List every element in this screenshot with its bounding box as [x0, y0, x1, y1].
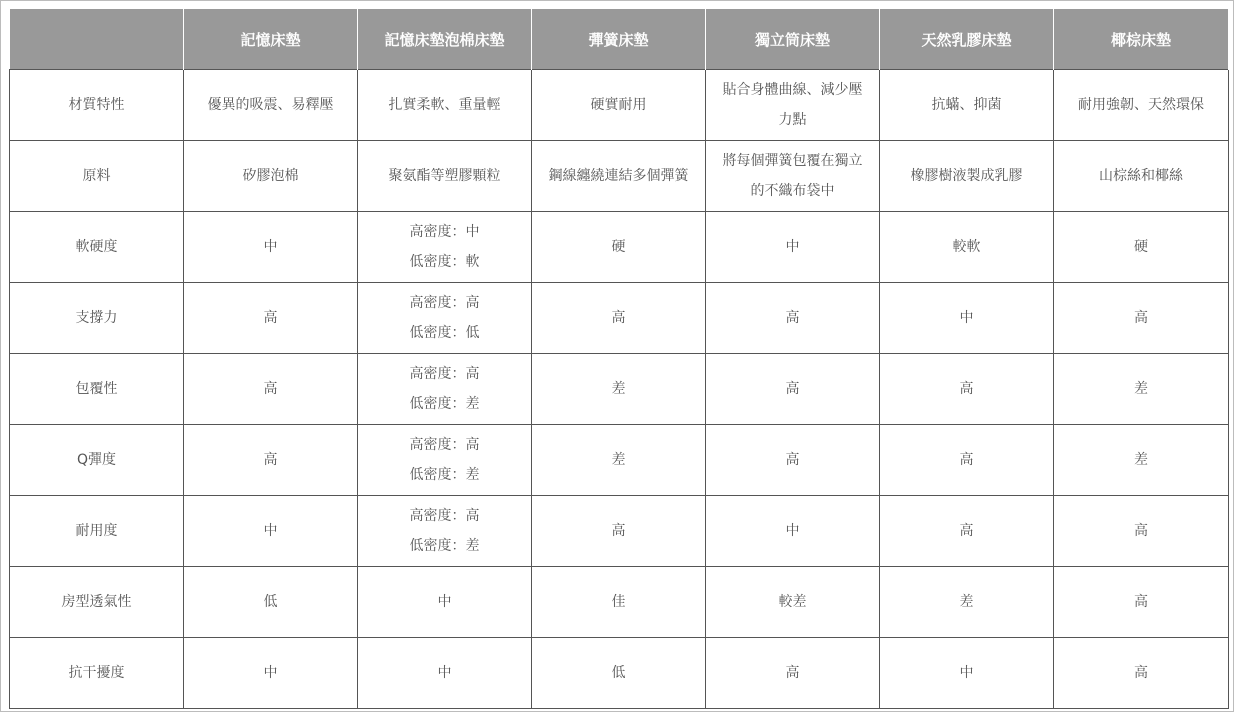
cell-text: 鋼線纏繞連結多個彈簧	[548, 168, 689, 184]
table-row	[10, 141, 1229, 212]
table-cell	[1054, 425, 1229, 496]
table-cell	[1054, 567, 1229, 638]
cell-text: 矽膠泡棉	[242, 168, 299, 184]
cell-text: 將每個彈簧包覆在獨立	[722, 153, 863, 169]
cell-text: 高	[785, 665, 800, 681]
cell-text: 中	[959, 310, 974, 326]
cell-text: 高密度：中	[409, 224, 480, 240]
table-cell	[1054, 496, 1229, 567]
table-cell	[706, 141, 880, 212]
table-row	[10, 212, 1229, 283]
table-cell	[358, 567, 532, 638]
cell-text: 差	[611, 452, 626, 468]
table-row	[10, 425, 1229, 496]
cell-text: 低密度：低	[409, 325, 480, 341]
row-label: 包覆性	[10, 354, 184, 425]
cell-text: 中	[263, 665, 278, 681]
cell-text: 中	[437, 665, 452, 681]
table-cell	[532, 283, 706, 354]
table-cell	[184, 567, 358, 638]
table-cell	[706, 496, 880, 567]
header-cell-memory-foam-sponge: 記憶床墊泡棉床墊	[358, 9, 532, 70]
cell-text: 高	[785, 310, 800, 326]
cell-text: 高	[959, 452, 974, 468]
cell-text: 硬	[611, 239, 626, 255]
table-cell	[184, 425, 358, 496]
cell-text: 高密度：高	[409, 508, 480, 524]
table-row	[10, 283, 1229, 354]
table-cell	[358, 354, 532, 425]
cell-text: 高	[1134, 523, 1148, 539]
cell-text: 聚氨酯等塑膠顆粒	[388, 168, 501, 184]
cell-text: 高	[263, 381, 278, 397]
table-cell	[358, 425, 532, 496]
cell-text: 低密度：差	[409, 538, 480, 554]
cell-text: 高密度：高	[409, 366, 480, 382]
table-cell	[706, 638, 880, 709]
cell-text: 差	[959, 594, 974, 610]
header-row	[10, 9, 1229, 70]
cell-text: 高密度：高	[409, 295, 480, 311]
table-cell	[184, 638, 358, 709]
table-cell	[358, 496, 532, 567]
cell-text: 低	[611, 665, 626, 681]
table-cell	[880, 70, 1054, 141]
header-cell-pocket-spring: 獨立筒床墊	[706, 9, 880, 70]
table-cell	[532, 425, 706, 496]
cell-text: 高	[785, 452, 800, 468]
table-cell	[1054, 141, 1229, 212]
table-cell	[880, 638, 1054, 709]
cell-text: 力點	[778, 112, 807, 128]
table-row	[10, 70, 1229, 141]
table-cell	[532, 567, 706, 638]
table-cell	[880, 425, 1054, 496]
table-cell	[880, 283, 1054, 354]
cell-text: 低密度：差	[409, 467, 480, 483]
table-cell	[1054, 638, 1229, 709]
cell-text: 較差	[778, 594, 807, 610]
table-cell	[880, 141, 1054, 212]
table-cell	[706, 212, 880, 283]
header-cell-empty	[10, 9, 184, 70]
cell-text: 抗蟎、抑菌	[931, 97, 1002, 113]
header-cell-coir: 椰棕床墊	[1054, 9, 1229, 70]
table-row	[10, 354, 1229, 425]
table-cell	[184, 70, 358, 141]
table-cell	[532, 496, 706, 567]
cell-text: 中	[785, 523, 800, 539]
table-cell	[184, 141, 358, 212]
cell-text: 硬	[1134, 239, 1148, 255]
cell-text: 高	[611, 310, 626, 326]
table-cell	[1054, 283, 1229, 354]
table-cell	[358, 141, 532, 212]
table-cell	[358, 70, 532, 141]
row-label: 材質特性	[10, 70, 184, 141]
table-cell	[532, 212, 706, 283]
table-cell	[880, 496, 1054, 567]
table-row	[10, 496, 1229, 567]
cell-text: 差	[611, 381, 626, 397]
header-cell-memory-foam: 記憶床墊	[184, 9, 358, 70]
cell-text: 高密度：高	[409, 437, 480, 453]
table-cell	[706, 567, 880, 638]
cell-text: 中	[263, 523, 278, 539]
mattress-comparison-table	[9, 9, 1229, 709]
cell-text: 貼合身體曲線、減少壓	[722, 82, 863, 98]
table-cell	[184, 354, 358, 425]
cell-text: 低	[263, 594, 278, 610]
cell-text: 差	[1134, 452, 1148, 468]
table-cell	[880, 567, 1054, 638]
cell-text: 扎實柔軟、重量輕	[388, 97, 501, 113]
cell-text: 硬實耐用	[590, 97, 647, 113]
cell-text: 山棕絲和椰絲	[1099, 168, 1183, 184]
table-cell	[706, 70, 880, 141]
cell-text: 高	[1134, 310, 1148, 326]
table-cell	[532, 638, 706, 709]
cell-text: 高	[263, 452, 278, 468]
cell-text: 優異的吸震、易釋壓	[207, 97, 334, 113]
table-cell	[880, 212, 1054, 283]
table-cell	[1054, 212, 1229, 283]
table-cell	[532, 141, 706, 212]
table-cell	[184, 496, 358, 567]
cell-text: 高	[959, 523, 974, 539]
cell-text: 低密度：軟	[409, 254, 480, 270]
cell-text: 高	[263, 310, 278, 326]
table-cell	[358, 212, 532, 283]
cell-text: 橡膠樹液製成乳膠	[910, 168, 1023, 184]
table-cell	[706, 425, 880, 496]
cell-text: 高	[959, 381, 974, 397]
table-cell	[706, 283, 880, 354]
table-cell	[358, 283, 532, 354]
row-label: 軟硬度	[10, 212, 184, 283]
table-cell	[532, 70, 706, 141]
cell-text: 高	[611, 523, 626, 539]
cell-text: 中	[959, 665, 974, 681]
cell-text: 高	[785, 381, 800, 397]
cell-text: 高	[1134, 665, 1148, 681]
row-label: Q彈度	[10, 425, 184, 496]
table-cell	[532, 354, 706, 425]
cell-text: 低密度：差	[409, 396, 480, 412]
table-row	[10, 567, 1229, 638]
cell-text: 中	[437, 594, 452, 610]
cell-text: 差	[1134, 381, 1148, 397]
cell-text: 中	[263, 239, 278, 255]
cell-text: 耐用強韌、天然環保	[1078, 97, 1204, 113]
header-cell-latex: 天然乳膠床墊	[880, 9, 1054, 70]
row-label: 原料	[10, 141, 184, 212]
table-row	[10, 638, 1229, 709]
row-label: 房型透氣性	[10, 567, 184, 638]
table-cell	[184, 283, 358, 354]
cell-text: 佳	[611, 594, 626, 610]
table-cell	[1054, 70, 1229, 141]
table-cell	[880, 354, 1054, 425]
table-cell	[1054, 354, 1229, 425]
cell-text: 中	[785, 239, 800, 255]
table-cell	[184, 212, 358, 283]
cell-text: 較軟	[952, 239, 981, 255]
table-cell	[358, 638, 532, 709]
row-label: 耐用度	[10, 496, 184, 567]
row-label: 支撐力	[10, 283, 184, 354]
row-label: 抗干擾度	[10, 638, 184, 709]
cell-text: 高	[1134, 594, 1148, 610]
cell-text: 的不織布袋中	[750, 183, 835, 199]
table-cell	[706, 354, 880, 425]
header-cell-spring: 彈簧床墊	[532, 9, 706, 70]
